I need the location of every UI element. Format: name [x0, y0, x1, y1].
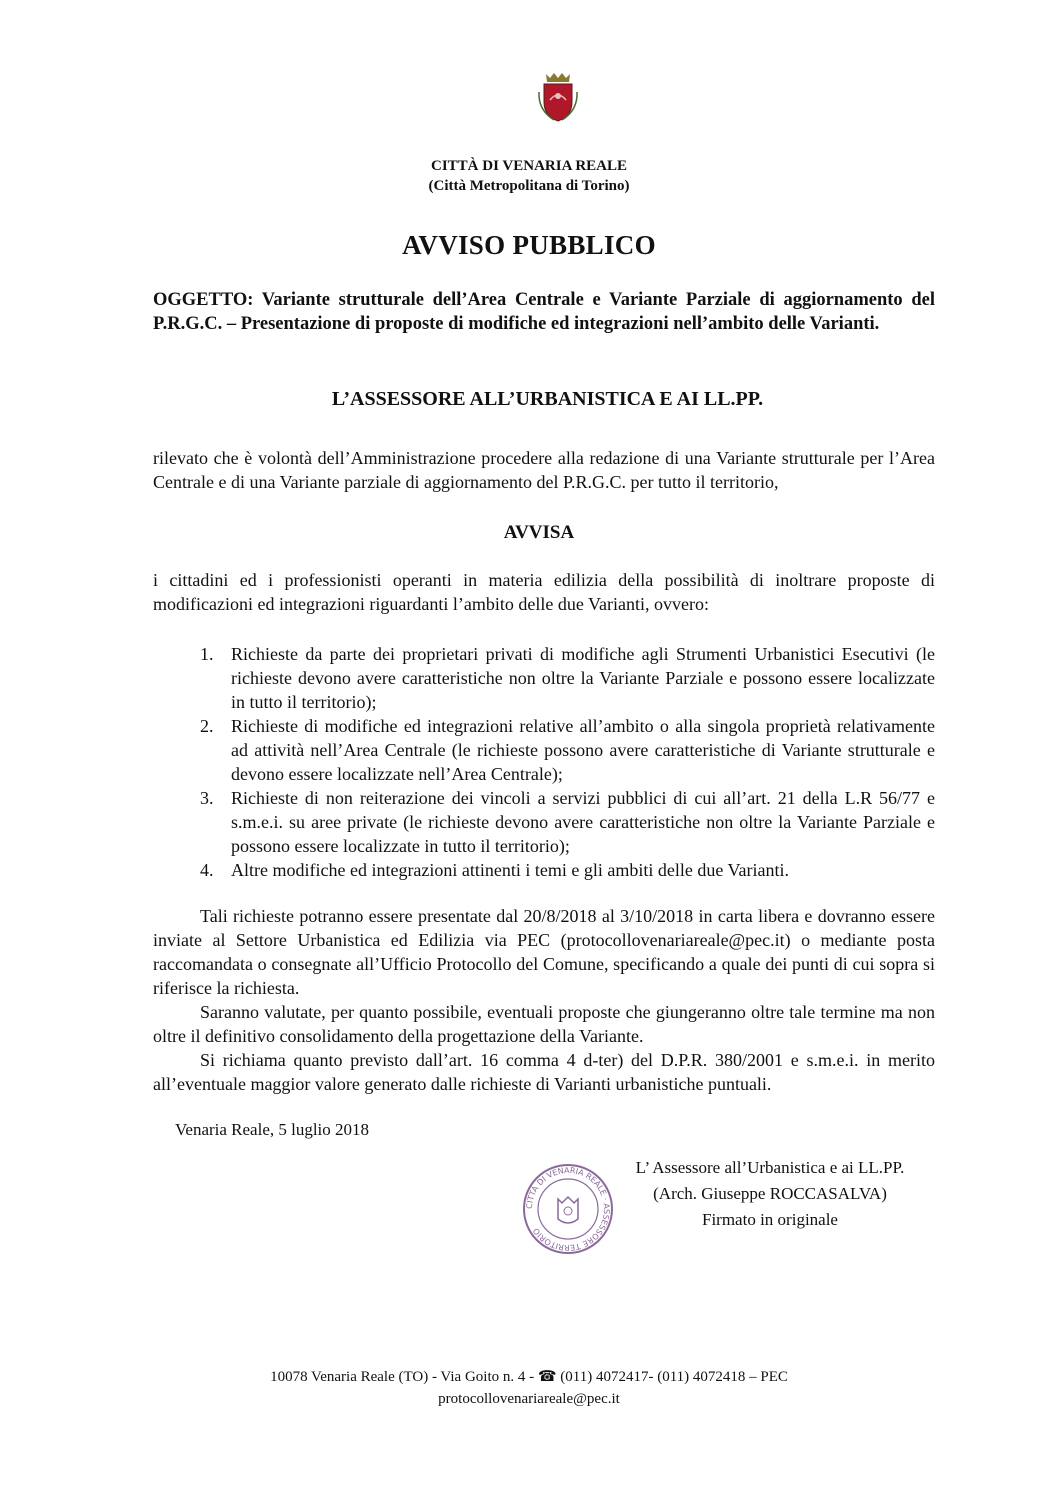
document-date: Venaria Reale, 5 luglio 2018 [175, 1120, 370, 1139]
signature-block [600, 1155, 940, 1233]
city-header [0, 156, 1058, 196]
notice-paragraph: i cittadini ed i professionisti operanti in materia edilizia della possibilità di inoltrare proposte di modificazioni ed integrazioni riguardanti l’ambito delle due Varianti, ovvero: [153, 570, 935, 614]
signature-role: L’ Assessore all’Urbanistica e ai LL.PP. [635, 1158, 905, 1177]
late-proposals-paragraph: Saranno valutate, per quanto possibile, eventuali proposte che giungeranno oltre tale termine ma non oltre il definitivo consolidamento della progettazione della Variante. [153, 1002, 935, 1046]
list-item-number: 2. [200, 716, 214, 736]
list-item [200, 786, 935, 858]
svg-text:CITTÀ DI VENARIA REALE · ASSES: CITTÀ DI VENARIA REALE · ASSESSORE TERRITORIO [524, 1165, 612, 1253]
submission-paragraph: Tali richieste potranno essere presentate dal 20/8/2018 al 3/10/2018 in carta libera e dovranno essere inviate al Settore Urbanistica ed Edilizia via PEC (protocollovenariareale@pec.it) o mediante posta raccomandata o consegnate all’Ufficio Protocollo del Comune, specificando a quale dei punti di cui sopra si riferisce la richiesta. [153, 906, 935, 998]
assessore-heading: L’ASSESSORE ALL’URBANISTICA E AI LL.PP. [331, 388, 764, 410]
footer-pec-email: protocollovenariareale@pec.it [438, 1391, 620, 1407]
document-title: AVVISO PUBBLICO [402, 230, 656, 260]
list-item-text: Richieste di modifiche ed integrazioni relative all’ambito o alla singola proprietà relativamente ad attività nell’Area Centrale (le richieste possono avere caratteristiche di Variante strutturale e devono essere localizzate nell’Area Centrale); [231, 716, 935, 784]
city-name: CITTÀ DI VENARIA REALE [430, 158, 628, 174]
metro-name: (Città Metropolitana di Torino) [428, 178, 630, 194]
footer-address: 10078 Venaria Reale (TO) - Via Goito n. 4 - ☎ (011) 4072417- (011) 4072418 – PEC [270, 1369, 788, 1385]
list-item [200, 642, 935, 714]
signature-note: Firmato in originale [702, 1210, 838, 1229]
signature-name: (Arch. Giuseppe ROCCASALVA) [653, 1184, 887, 1203]
list-item-text: Richieste di non reiterazione dei vincoli a servizi pubblici di cui all’art. 21 della L.R 56/77 e s.m.e.i. su aree private (le richieste devono avere caratteristiche non oltre la Variante Parziale e possono essere localizzate in tutto il territorio); [231, 788, 935, 856]
city-crest-logo [536, 72, 580, 122]
list-item [200, 714, 935, 786]
legal-reference-paragraph: Si richiama quanto previsto dall’art. 16 comma 4 d-ter) del D.P.R. 380/2001 e s.m.e.i. in merito all’eventuale maggior valore generato dalle richieste di Varianti urbanistiche puntuali. [153, 1050, 935, 1094]
list-item-number: 1. [200, 644, 214, 664]
list-item-text: Richieste da parte dei proprietari privati di modifiche agli Strumenti Urbanistici Esecutivi (le richieste devono avere caratteristiche non oltre la Variante Parziale e possono essere localizzate in tutto il territorio); [231, 644, 935, 712]
list-item-number: 4. [200, 860, 214, 880]
list-item [200, 858, 935, 882]
avvisa-heading: AVVISA [503, 522, 575, 543]
list-item-number: 3. [200, 788, 214, 808]
request-list [200, 642, 935, 882]
list-item-text: Altre modifiche ed integrazioni attinenti i temi e gli ambiti delle due Varianti. [231, 860, 789, 880]
intro-paragraph: rilevato che è volontà dell’Amministrazione procedere alla redazione di una Variante strutturale per l’Area Centrale e di una Variante parziale di aggiornamento del P.R.G.C. per tutto il territorio, [153, 448, 935, 492]
page-footer [0, 1366, 1058, 1410]
closing-paragraphs [153, 904, 935, 1096]
subject-paragraph: OGGETTO: Variante strutturale dell’Area Centrale e Variante Parziale di aggiornamento del P.R.G.C. – Presentazione di proposte di modifiche ed integrazioni nell’ambito delle Varianti. [153, 290, 935, 334]
